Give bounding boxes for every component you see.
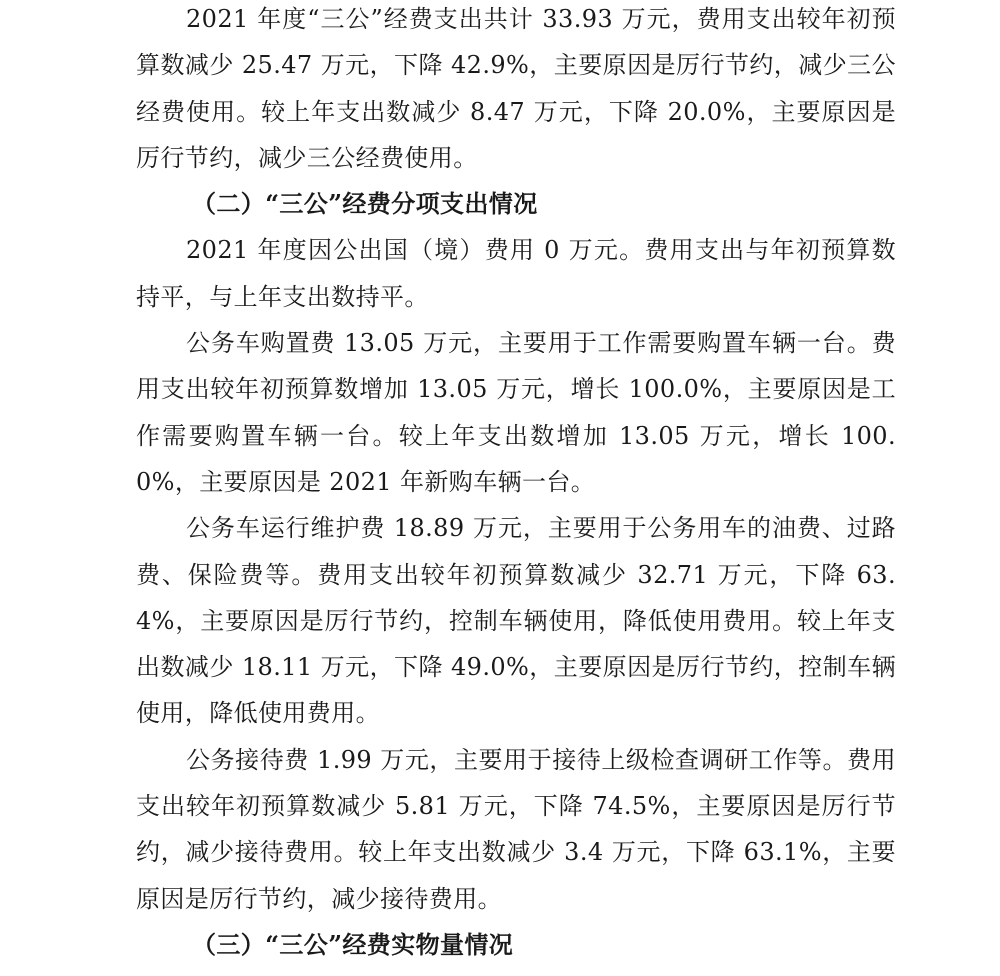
- section-heading-itemized-expenditure: （二）“三公”经费分项支出情况: [192, 189, 538, 219]
- paragraph-vehicle-maintenance: 公务车运行维护费 18.89 万元，主要用于公务用车的油费、过路费、保险费等。费用支出较年初预算数减少 32.71 万元，下降 63.4%，主要原因是厉行节约，控制车辆使用，降低使用费用。较上年支出数减少 18.11 万元，下降 49.0%，主要原因是厉行节约，控制车辆使用，降低使用费用。: [136, 514, 896, 728]
- paragraph-reception: 公务接待费 1.99 万元，主要用于接待上级检查调研工作等。费用支出较年初预算数减少 5.81 万元，下降 74.5%，主要原因是厉行节约，减少接待费用。较上年支出数减少 3.4 万元，下降 63.1%，主要原因是厉行节约，减少接待费用。: [136, 745, 896, 913]
- paragraph-vehicle-purchase: 公务车购置费 13.05 万元，主要用于工作需要购置车辆一台。费用支出较年初预算数增加 13.05 万元，增长 100.0%，主要原因是工作需要购置车辆一台。较上年支出数增加 13.05 万元，增长 100.0%，主要原因是 2021 年新购车辆一台。: [136, 329, 896, 496]
- document-page: [136, 0, 896, 976]
- section-heading-physical-quantity: （三）“三公”经费实物量情况: [192, 929, 514, 959]
- paragraph-travel-abroad: 2021 年度因公出国（境）费用 0 万元。费用支出与年初预算数持平，与上年支出数持平。: [136, 236, 896, 311]
- paragraph-total-summary: 2021 年度“三公”经费支出共计 33.93 万元，费用支出较年初预算数减少 25.47 万元，下降 42.9%，主要原因是厉行节约，减少三公经费使用。较上年支出数减少 8.47 万元，下降 20.0%，主要原因是厉行节约，减少三公经费使用。: [136, 5, 896, 172]
